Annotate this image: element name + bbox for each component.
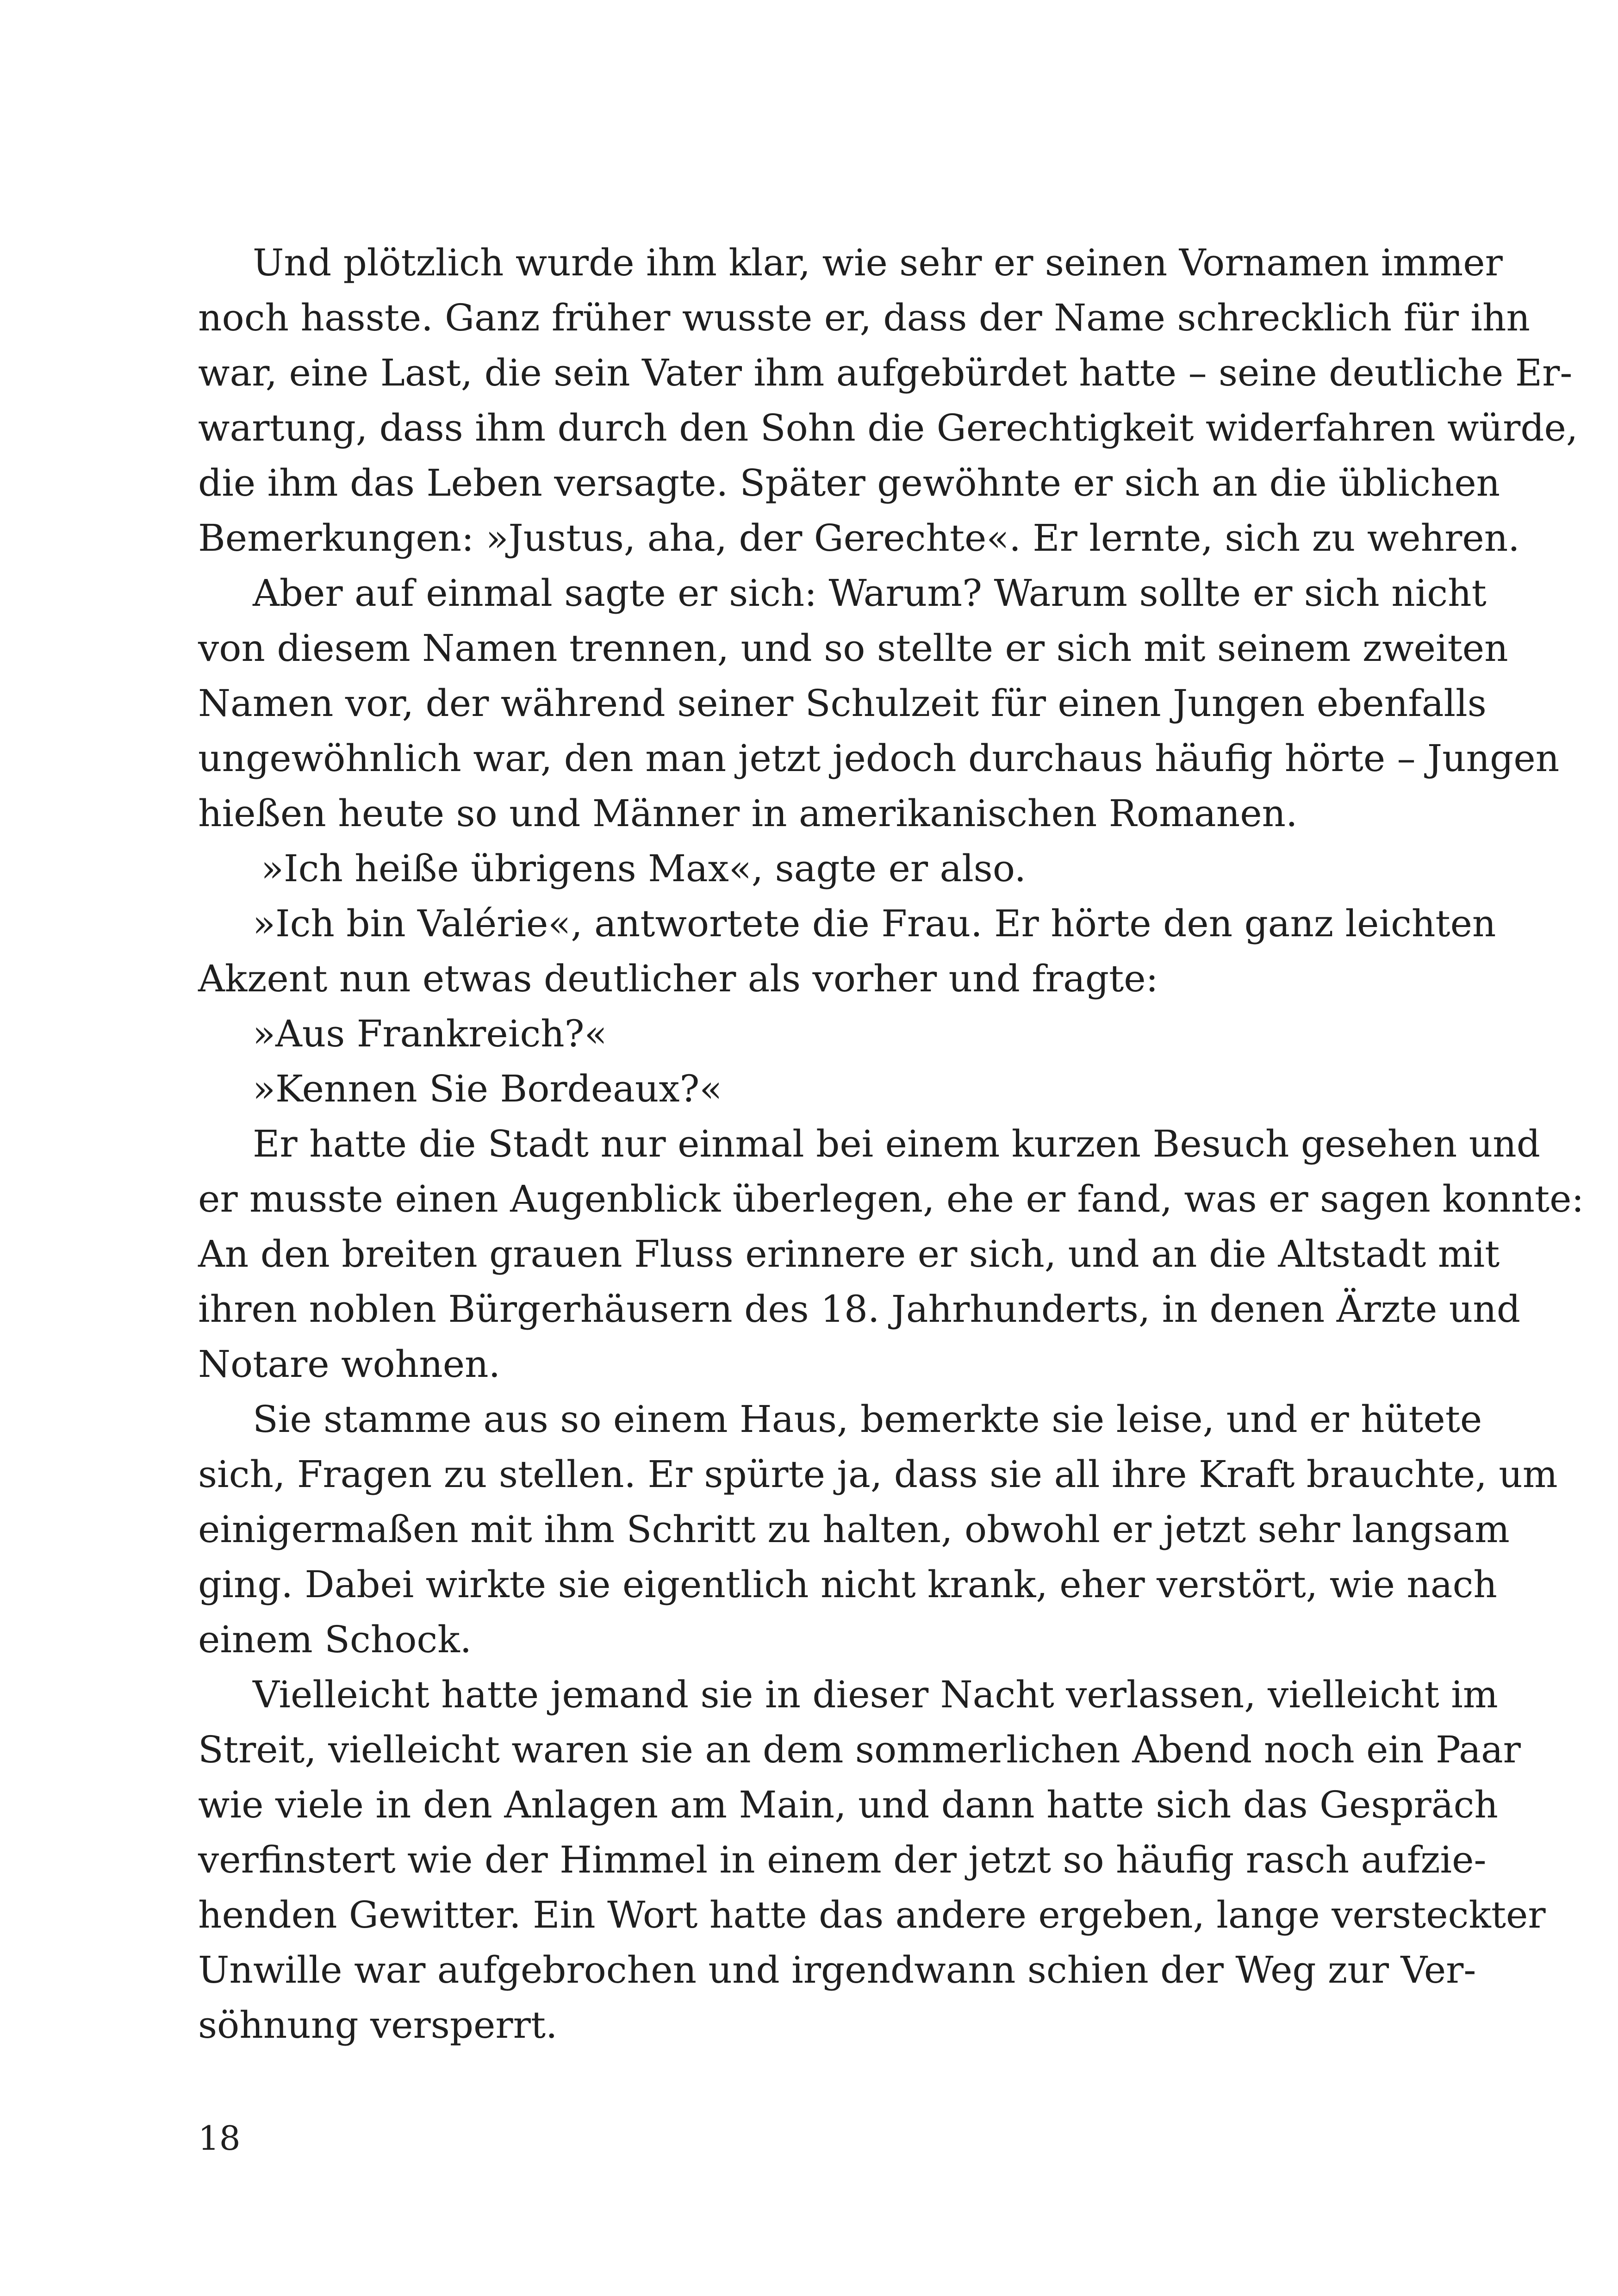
text-line: Namen vor, der während seiner Schulzeit für einen Jungen ebenfalls	[198, 682, 1487, 725]
text-line: er musste einen Augenblick überlegen, ehe er fand, was er sagen konnte:	[198, 1177, 1584, 1220]
text-line: die ihm das Leben versagte. Später gewöhnte er sich an die üblichen	[198, 461, 1500, 504]
text-line: ihren noblen Bürgerhäusern des 18. Jahrhunderts, in denen Ärzte und	[198, 1288, 1521, 1331]
text-line: ungewöhnlich war, den man jetzt jedoch durchaus häufig hörte – Jungen	[198, 737, 1560, 780]
text-line: Unwille war aufgebrochen und irgendwann schien der Weg zur Ver-	[198, 1948, 1476, 1991]
text-line: Aber auf einmal sagte er sich: Warum? Warum sollte er sich nicht	[253, 572, 1487, 615]
text-line: Er hatte die Stadt nur einmal bei einem kurzen Besuch gesehen und	[253, 1122, 1540, 1165]
text-line: Und plötzlich wurde ihm klar, wie sehr er seinen Vornamen immer	[253, 241, 1503, 284]
text-line: von diesem Namen trennen, und so stellte er sich mit seinem zweiten	[198, 627, 1508, 670]
text-line: verfinstert wie der Himmel in einem der jetzt so häufig rasch aufzie-	[198, 1838, 1487, 1881]
text-line: war, eine Last, die sein Vater ihm aufgebürdet hatte – seine deutliche Er-	[198, 351, 1573, 394]
text-line: henden Gewitter. Ein Wort hatte das andere ergeben, lange versteckter	[198, 1893, 1546, 1936]
text-line: Streit, vielleicht waren sie an dem sommerlichen Abend noch ein Paar	[198, 1728, 1521, 1771]
page-number: 18	[198, 2119, 241, 2158]
text-line: Vielleicht hatte jemand sie in dieser Nacht verlassen, vielleicht im	[253, 1673, 1498, 1716]
text-line: einigermaßen mit ihm Schritt zu halten, obwohl er jetzt sehr langsam	[198, 1508, 1510, 1551]
text-line: An den breiten grauen Fluss erinnere er sich, und an die Altstadt mit	[198, 1232, 1500, 1276]
text-line: Sie stamme aus so einem Haus, bemerkte sie leise, und er hütete	[253, 1398, 1482, 1441]
body-text	[198, 235, 1584, 2053]
text-line: wartung, dass ihm durch den Sohn die Gerechtigkeit widerfahren würde,	[198, 406, 1578, 449]
text-line: »Aus Frankreich?«	[253, 1012, 607, 1055]
text-line: Bemerkungen: »Justus, aha, der Gerechte«. Er lernte, sich zu wehren.	[198, 516, 1520, 560]
text-line: »Ich heiße übrigens Max«, sagte er also.	[261, 847, 1027, 890]
text-line: ging. Dabei wirkte sie eigentlich nicht krank, eher verstört, wie nach	[198, 1563, 1497, 1606]
text-line: Akzent nun etwas deutlicher als vorher und fragte:	[198, 957, 1158, 1000]
text-line: »Ich bin Valérie«, antwortete die Frau. Er hörte den ganz leichten	[253, 902, 1496, 945]
text-line: hießen heute so und Männer in amerikanischen Romanen.	[198, 792, 1298, 835]
text-line: söhnung versperrt.	[198, 2004, 558, 2047]
text-line: einem Schock.	[198, 1618, 472, 1661]
text-line: »Kennen Sie Bordeaux?«	[253, 1067, 722, 1110]
text-line: wie viele in den Anlagen am Main, und dann hatte sich das Gespräch	[198, 1783, 1498, 1826]
text-line: Notare wohnen.	[198, 1343, 501, 1386]
text-line: sich, Fragen zu stellen. Er spürte ja, dass sie all ihre Kraft brauchte, um	[198, 1453, 1558, 1496]
text-line: noch hasste. Ganz früher wusste er, dass der Name schrecklich für ihn	[198, 296, 1531, 339]
